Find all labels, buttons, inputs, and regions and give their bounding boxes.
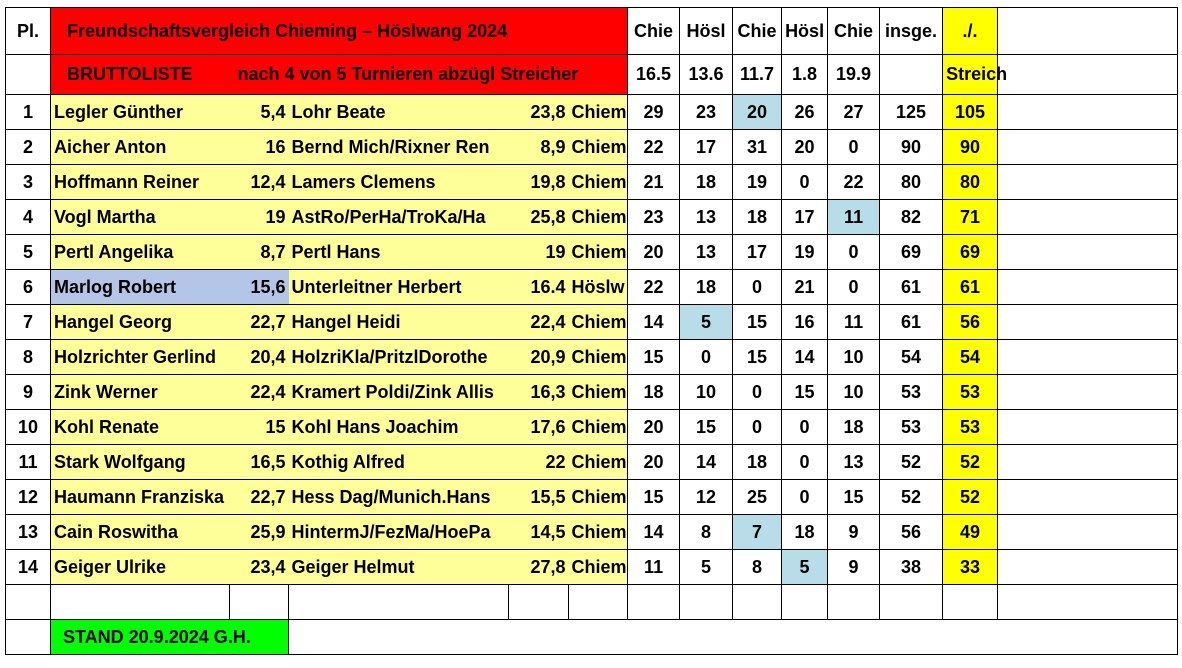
empty-cell — [680, 585, 733, 620]
score-cell: 21 — [782, 270, 828, 305]
place-cell: 2 — [6, 130, 51, 165]
player-hcp-cell: 16,5 — [230, 445, 289, 480]
score-cell: 31 — [733, 130, 782, 165]
total-cell: 53 — [880, 375, 943, 410]
score-cell: 9 — [828, 550, 880, 585]
empty-cell — [998, 130, 1178, 165]
streich-cell: 69 — [943, 235, 998, 270]
empty-cell — [782, 585, 828, 620]
total-cell: 125 — [880, 95, 943, 130]
partner-name-cell: Pertl Hans — [289, 235, 509, 270]
club-cell: Chiem — [569, 305, 628, 340]
col-header-5: Chie — [828, 8, 880, 55]
partner-hcp-cell: 23,8 — [509, 95, 569, 130]
score-cell: 15 — [628, 480, 680, 515]
place-cell: 10 — [6, 410, 51, 445]
table-row — [6, 165, 1178, 200]
partner-hcp-cell: 19 — [509, 235, 569, 270]
score-cell: 19 — [782, 235, 828, 270]
total-cell: 52 — [880, 480, 943, 515]
score-cell: 10 — [680, 375, 733, 410]
score-cell: 14 — [782, 340, 828, 375]
partner-name-cell: Geiger Helmut — [289, 550, 509, 585]
score-cell: 20 — [628, 445, 680, 480]
place-cell: 4 — [6, 200, 51, 235]
table-row — [6, 200, 1178, 235]
total-cell: 52 — [880, 445, 943, 480]
empty-cell — [998, 95, 1178, 130]
partner-name-cell: Unterleitner Herbert — [289, 270, 509, 305]
score-cell: 27 — [828, 95, 880, 130]
total-cell: 69 — [880, 235, 943, 270]
score-cell: 11 — [828, 305, 880, 340]
player-hcp-cell: 8,7 — [230, 235, 289, 270]
score-cell: 14 — [628, 305, 680, 340]
score-cell: 26 — [782, 95, 828, 130]
footer-row — [6, 620, 1178, 655]
place-cell: 7 — [6, 305, 51, 340]
score-cell: 10 — [828, 340, 880, 375]
score-cell: 18 — [680, 165, 733, 200]
streich-cell: 61 — [943, 270, 998, 305]
score-cell: 23 — [628, 200, 680, 235]
partner-name-cell: Kothig Alfred — [289, 445, 509, 480]
date-header-4: 1.8 — [782, 55, 828, 95]
place-cell: 11 — [6, 445, 51, 480]
empty-cell — [998, 550, 1178, 585]
place-cell: 14 — [6, 550, 51, 585]
score-cell: 5 — [782, 550, 828, 585]
score-cell: 18 — [782, 515, 828, 550]
score-cell: 18 — [628, 375, 680, 410]
partner-hcp-cell: 14,5 — [509, 515, 569, 550]
partner-hcp-cell: 8,9 — [509, 130, 569, 165]
score-cell: 0 — [733, 270, 782, 305]
score-cell: 29 — [628, 95, 680, 130]
empty-cell — [998, 515, 1178, 550]
page-title: Freundschaftsvergleich Chieming – Höslwang 2024 — [51, 8, 628, 55]
score-cell: 15 — [680, 410, 733, 445]
score-cell: 7 — [733, 515, 782, 550]
score-cell: 8 — [680, 515, 733, 550]
score-cell: 11 — [628, 550, 680, 585]
partner-hcp-cell: 19,8 — [509, 165, 569, 200]
club-cell: Chiem — [569, 340, 628, 375]
partner-name-cell: Hess Dag/Munich.Hans — [289, 480, 509, 515]
player-hcp-cell: 22,7 — [230, 480, 289, 515]
streich-cell: 49 — [943, 515, 998, 550]
score-cell: 0 — [733, 410, 782, 445]
partner-hcp-cell: 15,5 — [509, 480, 569, 515]
club-cell: Chiem — [569, 410, 628, 445]
partner-hcp-cell: 16.4 — [509, 270, 569, 305]
total-cell: 38 — [880, 550, 943, 585]
player-name-cell: Vogl Martha — [51, 200, 230, 235]
club-cell: Chiem — [569, 480, 628, 515]
club-cell: Chiem — [569, 235, 628, 270]
col-header-2: Hösl — [680, 8, 733, 55]
table-row — [6, 515, 1178, 550]
empty-cell — [733, 585, 782, 620]
player-name-cell: Hangel Georg — [51, 305, 230, 340]
score-cell: 20 — [782, 130, 828, 165]
empty-cell — [998, 200, 1178, 235]
partner-name-cell: Bernd Mich/Rixner Ren — [289, 130, 509, 165]
score-cell: 22 — [628, 270, 680, 305]
empty-cell — [998, 55, 1178, 95]
club-cell: Höslw — [569, 270, 628, 305]
player-name-cell: Hoffmann Reiner — [51, 165, 230, 200]
score-cell: 11 — [828, 200, 880, 235]
table-row — [6, 550, 1178, 585]
player-name-cell: Marlog Robert — [51, 270, 230, 305]
place-cell: 12 — [6, 480, 51, 515]
score-cell: 0 — [828, 270, 880, 305]
score-cell: 0 — [828, 130, 880, 165]
empty-cell — [289, 620, 1178, 655]
score-cell: 23 — [680, 95, 733, 130]
empty-cell — [6, 585, 51, 620]
date-header-2: 13.6 — [680, 55, 733, 95]
place-cell: 3 — [6, 165, 51, 200]
player-name-cell: Cain Roswitha — [51, 515, 230, 550]
partner-hcp-cell: 16,3 — [509, 375, 569, 410]
partner-name-cell: AstRo/PerHa/TroKa/Ha — [289, 200, 509, 235]
score-cell: 5 — [680, 550, 733, 585]
player-hcp-cell: 15,6 — [230, 270, 289, 305]
player-name-cell: Holzrichter Gerlind — [51, 340, 230, 375]
place-cell: 6 — [6, 270, 51, 305]
score-cell: 18 — [828, 410, 880, 445]
total-cell: 80 — [880, 165, 943, 200]
table-row — [6, 480, 1178, 515]
table-row — [6, 305, 1178, 340]
player-name-cell: Geiger Ulrike — [51, 550, 230, 585]
streich-cell: 33 — [943, 550, 998, 585]
partner-name-cell: Kramert Poldi/Zink Allis — [289, 375, 509, 410]
col-header-streich: ./. — [943, 8, 998, 55]
score-cell: 15 — [628, 340, 680, 375]
total-cell: 90 — [880, 130, 943, 165]
table-row — [6, 130, 1178, 165]
place-cell: 5 — [6, 235, 51, 270]
score-cell: 20 — [628, 410, 680, 445]
score-cell: 21 — [628, 165, 680, 200]
score-cell: 15 — [733, 305, 782, 340]
player-name-cell: Stark Wolfgang — [51, 445, 230, 480]
streich-subheader: Streich — [943, 55, 998, 95]
score-cell: 12 — [680, 480, 733, 515]
score-cell: 17 — [680, 130, 733, 165]
results-table — [5, 7, 1178, 655]
col-header-3: Chie — [733, 8, 782, 55]
streich-cell: 71 — [943, 200, 998, 235]
empty-cell — [998, 445, 1178, 480]
partner-name-cell: HolzriKla/PritzlDorothe — [289, 340, 509, 375]
table-row — [6, 375, 1178, 410]
player-hcp-cell: 22,7 — [230, 305, 289, 340]
table-row — [6, 340, 1178, 375]
score-cell: 18 — [733, 200, 782, 235]
empty-cell — [943, 585, 998, 620]
score-cell: 16 — [782, 305, 828, 340]
score-cell: 8 — [733, 550, 782, 585]
score-cell: 9 — [828, 515, 880, 550]
date-header-3: 11.7 — [733, 55, 782, 95]
player-name-cell: Kohl Renate — [51, 410, 230, 445]
score-cell: 0 — [828, 235, 880, 270]
partner-hcp-cell: 22 — [509, 445, 569, 480]
score-cell: 17 — [733, 235, 782, 270]
empty-cell — [998, 410, 1178, 445]
streich-cell: 54 — [943, 340, 998, 375]
partner-name-cell: Lohr Beate — [289, 95, 509, 130]
empty-cell — [880, 585, 943, 620]
club-cell: Chiem — [569, 515, 628, 550]
streich-cell: 52 — [943, 480, 998, 515]
total-cell: 61 — [880, 270, 943, 305]
partner-hcp-cell: 20,9 — [509, 340, 569, 375]
streich-cell: 105 — [943, 95, 998, 130]
player-hcp-cell: 22,4 — [230, 375, 289, 410]
club-cell: Chiem — [569, 375, 628, 410]
empty-row — [6, 585, 1178, 620]
score-cell: 19 — [733, 165, 782, 200]
empty-cell — [998, 165, 1178, 200]
empty-cell — [51, 585, 230, 620]
score-cell: 22 — [828, 165, 880, 200]
streich-cell: 80 — [943, 165, 998, 200]
header-row-1 — [6, 8, 1178, 55]
streich-cell: 56 — [943, 305, 998, 340]
empty-cell — [998, 375, 1178, 410]
score-cell: 13 — [828, 445, 880, 480]
player-name-cell: Haumann Franziska — [51, 480, 230, 515]
club-cell: Chiem — [569, 165, 628, 200]
empty-cell — [6, 620, 51, 655]
partner-hcp-cell: 25,8 — [509, 200, 569, 235]
score-cell: 20 — [628, 235, 680, 270]
score-cell: 14 — [680, 445, 733, 480]
score-cell: 0 — [782, 480, 828, 515]
col-header-1: Chie — [628, 8, 680, 55]
player-hcp-cell: 20,4 — [230, 340, 289, 375]
empty-cell — [998, 8, 1178, 55]
total-cell: 53 — [880, 410, 943, 445]
col-header-4: Hösl — [782, 8, 828, 55]
score-cell: 20 — [733, 95, 782, 130]
score-cell: 0 — [733, 375, 782, 410]
player-name-cell: Zink Werner — [51, 375, 230, 410]
score-cell: 18 — [733, 445, 782, 480]
empty-cell — [628, 585, 680, 620]
club-cell: Chiem — [569, 550, 628, 585]
player-hcp-cell: 5,4 — [230, 95, 289, 130]
empty-cell — [998, 340, 1178, 375]
date-header-total — [880, 55, 943, 95]
streich-cell: 52 — [943, 445, 998, 480]
empty-cell — [998, 270, 1178, 305]
score-cell: 5 — [680, 305, 733, 340]
streich-cell: 53 — [943, 375, 998, 410]
partner-name-cell: Hangel Heidi — [289, 305, 509, 340]
place-cell: 8 — [6, 340, 51, 375]
streich-cell: 53 — [943, 410, 998, 445]
player-hcp-cell: 16 — [230, 130, 289, 165]
date-header-5: 19.9 — [828, 55, 880, 95]
score-cell: 25 — [733, 480, 782, 515]
player-name-cell: Legler Günther — [51, 95, 230, 130]
score-cell: 15 — [782, 375, 828, 410]
player-hcp-cell: 15 — [230, 410, 289, 445]
empty-cell — [509, 585, 569, 620]
table-row — [6, 410, 1178, 445]
empty-cell — [998, 480, 1178, 515]
player-hcp-cell: 19 — [230, 200, 289, 235]
partner-hcp-cell: 17,6 — [509, 410, 569, 445]
header-row-2 — [6, 55, 1178, 95]
score-cell: 0 — [782, 445, 828, 480]
score-cell: 18 — [680, 270, 733, 305]
score-cell: 0 — [680, 340, 733, 375]
table-row — [6, 95, 1178, 130]
table-row — [6, 270, 1178, 305]
partner-name-cell: Lamers Clemens — [289, 165, 509, 200]
total-cell: 56 — [880, 515, 943, 550]
partner-hcp-cell: 27,8 — [509, 550, 569, 585]
place-cell: 9 — [6, 375, 51, 410]
player-hcp-cell: 23,4 — [230, 550, 289, 585]
empty-cell — [230, 585, 289, 620]
score-cell: 14 — [628, 515, 680, 550]
score-cell: 22 — [628, 130, 680, 165]
table-row — [6, 235, 1178, 270]
subtitle-info: nach 4 von 5 Turnieren abzügl Streicher — [230, 55, 628, 95]
club-cell: Chiem — [569, 130, 628, 165]
score-cell: 17 — [782, 200, 828, 235]
club-cell: Chiem — [569, 445, 628, 480]
empty-cell — [998, 585, 1178, 620]
score-cell: 13 — [680, 200, 733, 235]
place-cell: 1 — [6, 95, 51, 130]
player-hcp-cell: 25,9 — [230, 515, 289, 550]
total-cell: 82 — [880, 200, 943, 235]
empty-cell — [569, 585, 628, 620]
club-cell: Chiem — [569, 95, 628, 130]
total-cell: 54 — [880, 340, 943, 375]
player-name-cell: Aicher Anton — [51, 130, 230, 165]
date-header-1: 16.5 — [628, 55, 680, 95]
place-cell: 13 — [6, 515, 51, 550]
partner-hcp-cell: 22,4 — [509, 305, 569, 340]
table-row — [6, 445, 1178, 480]
stand-label: STAND 20.9.2024 G.H. — [51, 620, 289, 655]
empty-cell — [6, 55, 51, 95]
total-cell: 61 — [880, 305, 943, 340]
score-cell: 15 — [733, 340, 782, 375]
score-cell: 15 — [828, 480, 880, 515]
player-name-cell: Pertl Angelika — [51, 235, 230, 270]
score-cell: 0 — [782, 165, 828, 200]
empty-cell — [998, 235, 1178, 270]
score-cell: 10 — [828, 375, 880, 410]
subtitle-bruttoliste: BRUTTOLISTE — [51, 55, 230, 95]
col-header-total: insge. — [880, 8, 943, 55]
player-hcp-cell: 12,4 — [230, 165, 289, 200]
empty-cell — [998, 305, 1178, 340]
streich-cell: 90 — [943, 130, 998, 165]
partner-name-cell: Kohl Hans Joachim — [289, 410, 509, 445]
club-cell: Chiem — [569, 200, 628, 235]
score-cell: 0 — [782, 410, 828, 445]
partner-name-cell: HintermJ/FezMa/HoePa — [289, 515, 509, 550]
empty-cell — [289, 585, 509, 620]
empty-cell — [828, 585, 880, 620]
place-header: Pl. — [6, 8, 51, 55]
score-cell: 13 — [680, 235, 733, 270]
